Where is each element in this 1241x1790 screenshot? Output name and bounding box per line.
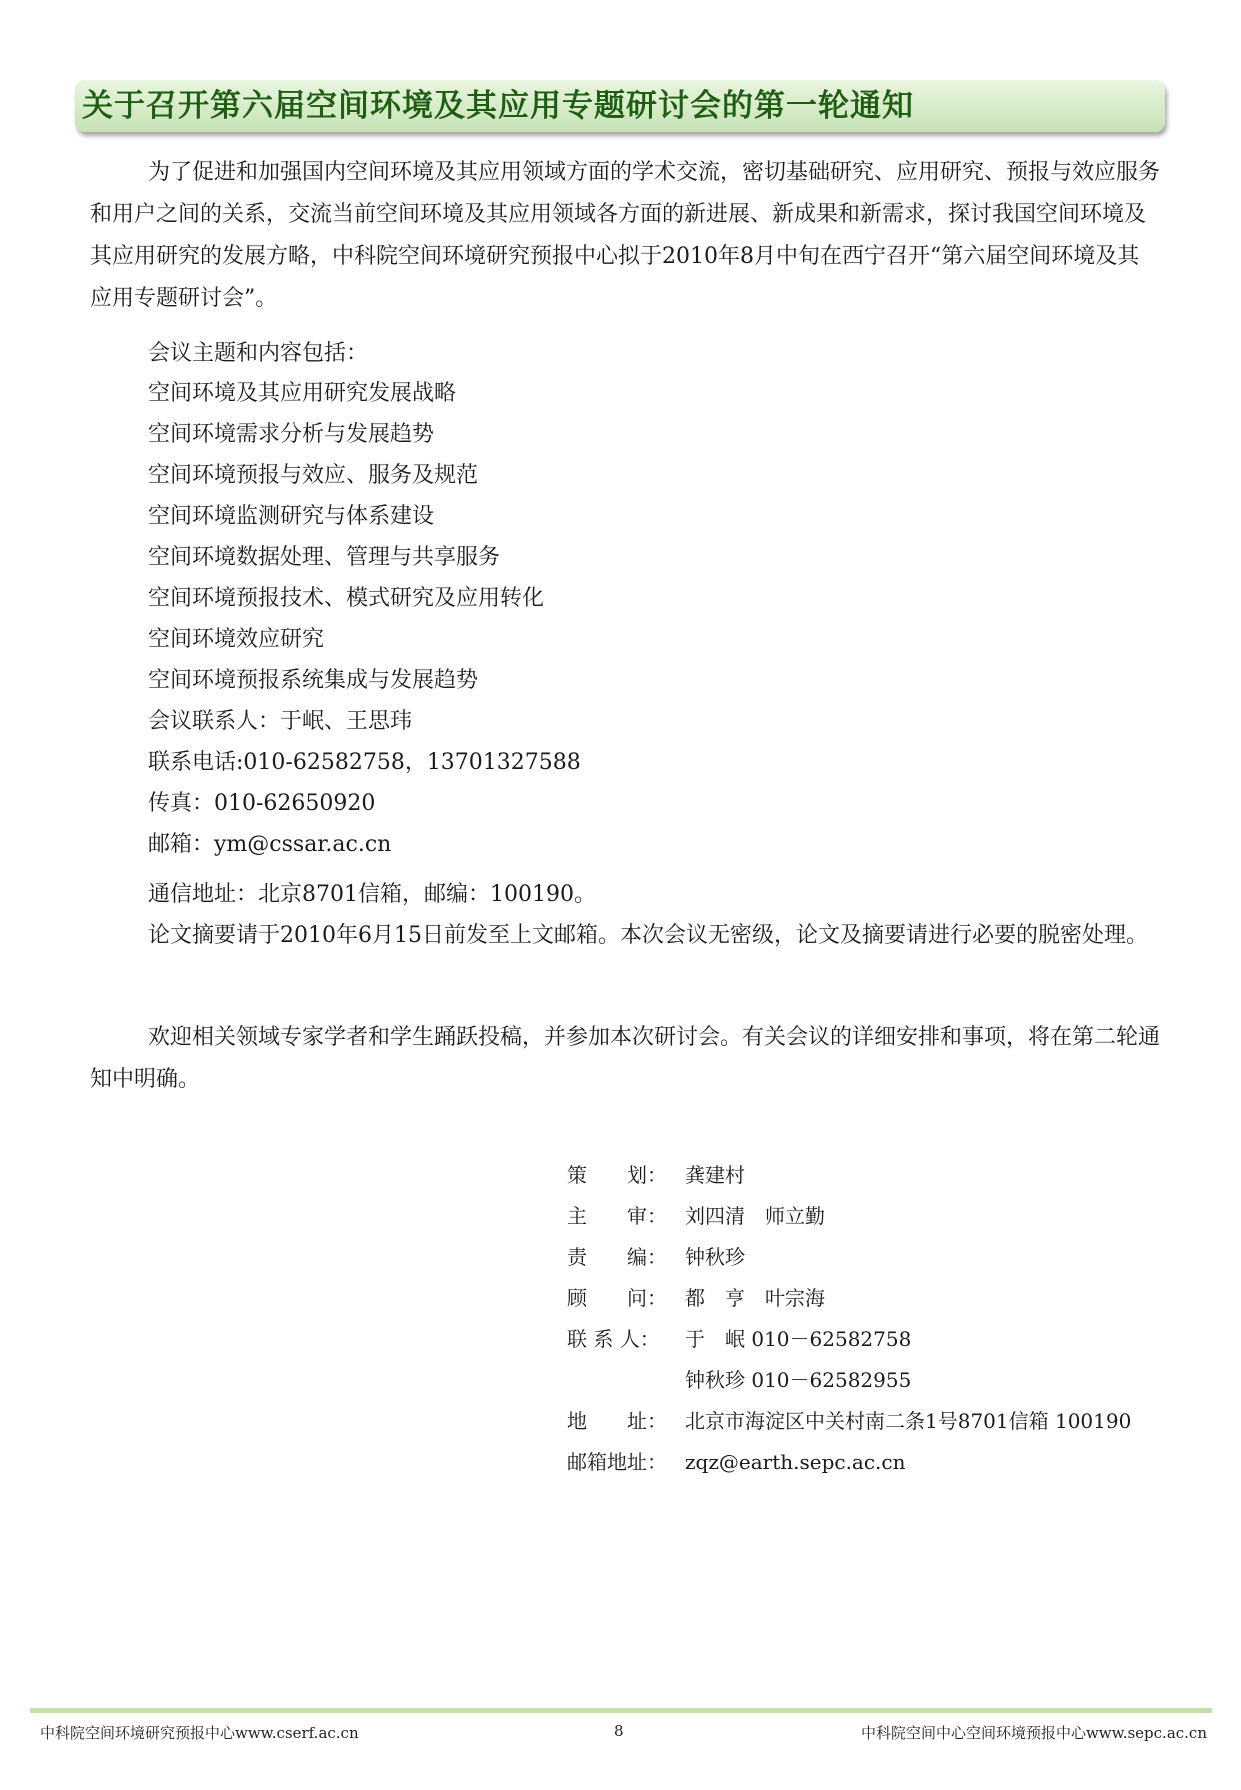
colophon-label: 责 编： [567,1245,667,1269]
footer-divider [30,1708,1212,1713]
contact-phone: 联系电话:010-62582758，13701327588 [148,750,581,775]
topic-item: 空间环境预报技术、模式研究及应用转化 [148,586,545,611]
footer-left-site: 中科院空间环境研究预报中心www.cserf.ac.cn [40,1724,359,1742]
contact-fax: 传真：010-62650920 [148,791,376,816]
topic-item: 空间环境及其应用研究发展战略 [148,381,457,406]
page-title: 关于召开第六届空间环境及其应用专题研讨会的第一轮通知 [82,88,914,124]
intro-paragraph: 为了促进和加强国内空间环境及其应用领域方面的学术交流，密切基础研究、应用研究、预报与效应服务和用户之间的关系，交流当前空间环境及其应用领域各方面的新进展、新成果和新需求，探讨我国空间环境及其应用研究的发展方略，中科院空间环境研究预报中心拟于2010年8月中旬在西宁召开“第六届空间环境及其应用专题研讨会”。 [90,160,1161,311]
colophon-label: 顾 问： [567,1286,667,1310]
colophon-value: 北京市海淀区中关村南二条1号8701信箱 100190 [685,1409,1132,1433]
contact-email: 邮箱：ym@cssar.ac.cn [148,832,392,857]
footer-right-site: 中科院空间中心空间环境预报中心www.sepc.ac.cn [860,1724,1207,1742]
colophon-value: 钟秋珍 010－62582955 [685,1368,912,1392]
colophon-label: 地 址： [567,1409,667,1433]
colophon-value: 都 亨 叶宗海 [685,1286,825,1310]
colophon-value: 钟秋珍 [685,1245,745,1269]
topic-item: 空间环境需求分析与发展趋势 [148,422,435,447]
colophon-label: 联 系 人： [567,1327,660,1351]
colophon-label: 主 审： [567,1204,667,1228]
topic-item: 空间环境预报与效应、服务及规范 [148,463,479,488]
colophon-label: 邮箱地址： [567,1450,667,1474]
topics-heading: 会议主题和内容包括： [148,341,369,366]
page-number: 8 [614,1722,624,1740]
deadline-paragraph: 论文摘要请于2010年6月15日前发至上文邮箱。本次会议无密级，论文及摘要请进行必要的脱密处理。 [148,923,1148,948]
topic-item: 空间环境监测研究与体系建设 [148,504,435,529]
contact-people: 会议联系人：于岷、王思玮 [148,709,413,734]
topic-item: 空间环境效应研究 [148,627,325,652]
colophon-value: 于 岷 010－62582758 [685,1327,912,1351]
topic-item: 空间环境数据处理、管理与共享服务 [148,545,501,570]
topic-item: 空间环境预报系统集成与发展趋势 [148,668,479,693]
mailing-address: 通信地址：北京8701信箱，邮编：100190。 [148,882,596,907]
closing-paragraph: 欢迎相关领域专家学者和学生踊跃投稿，并参加本次研讨会。有关会议的详细安排和事项，将在第二轮通知中明确。 [90,1025,1161,1092]
colophon-value: 刘四清 师立勤 [685,1204,825,1228]
colophon-label: 策 划： [567,1163,667,1187]
colophon-value: 龚建村 [685,1163,745,1187]
colophon-value: zqz@earth.sepc.ac.cn [685,1450,906,1474]
